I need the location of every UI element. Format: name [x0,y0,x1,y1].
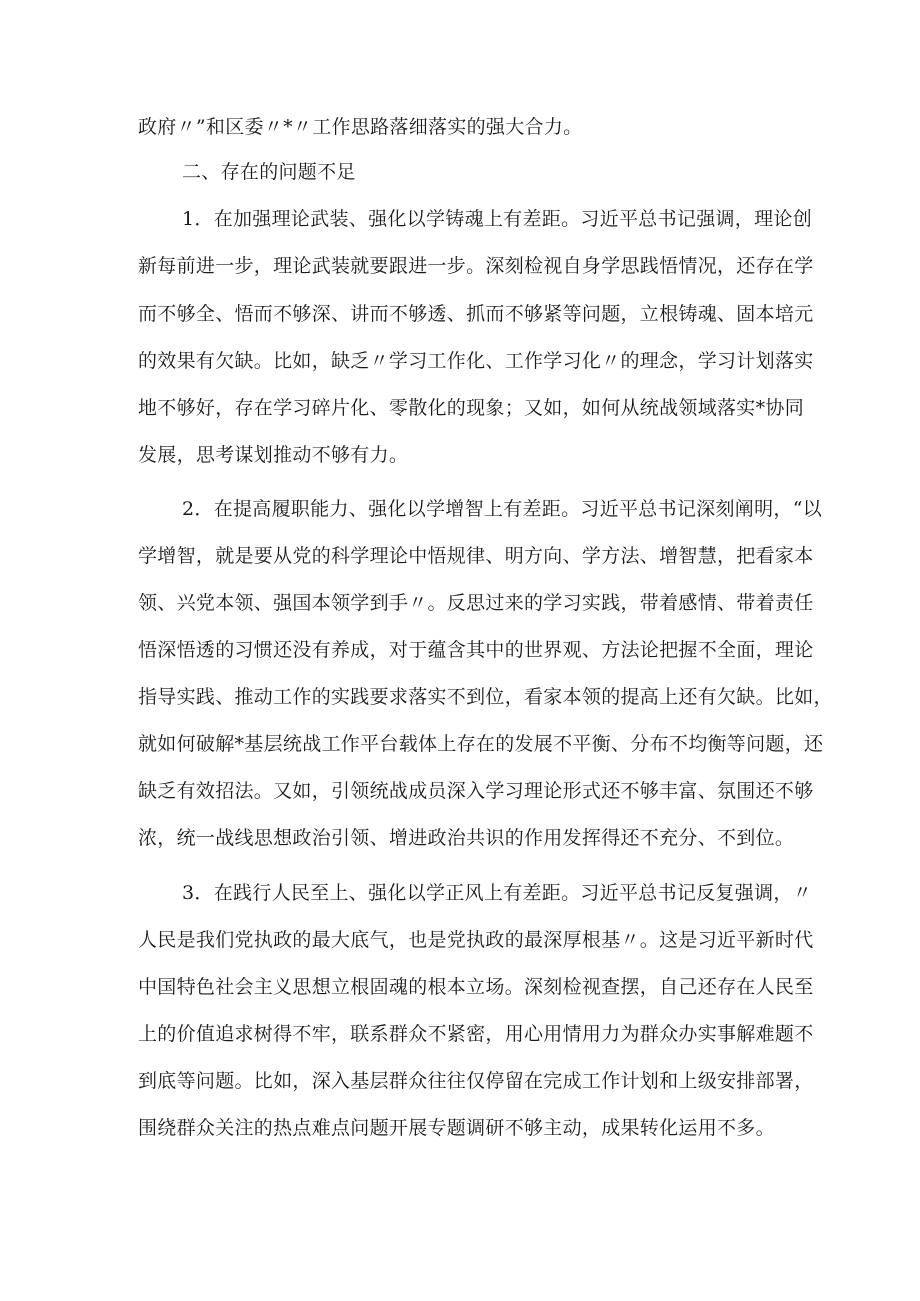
paragraph-line: 领、兴党本领、强国本领学到手〃。反思过来的学习实践，带着感情、带着责任 [138,592,814,614]
paragraph-line: 发展，思考谋划推动不够有力。 [138,444,409,466]
paragraph-line: 1．在加强理论武装、强化以学铸魂上有差距。习近平总书记强调，理论创 [182,208,812,230]
paragraph-line: 新每前进一步，理论武装就要跟进一步。深刻检视自身学思践悟情况，还存在学 [138,255,814,277]
paragraph-line: 上的价值追求树得不牢，联系群众不紧密，用心用情用力为群众办实事解难题不 [138,1023,814,1045]
paragraph-line: 就如何破解*基层统战工作平台载体上存在的发展不平衡、分布不均衡等问题，还 [138,733,824,755]
paragraph-line: 3．在践行人民至上、强化以学正风上有差距。习近平总书记反复强调，〃 [182,882,812,904]
paragraph-line: 指导实践、推动工作的实践要求落实不到位，看家本领的提高上还有欠缺。比如， [138,686,833,708]
paragraph-line: 浓，统一战线思想政治引领、增进政治共识的作用发挥得还不充分、不到位。 [138,827,795,849]
paragraph-line: 的效果有欠缺。比如，缺乏〃学习工作化、工作学习化〃的理念，学习计划落实 [138,350,814,372]
paragraph-line: 缺乏有效招法。又如，引领统战成员深入学习理论形式还不够丰富、氛围还不够 [138,780,814,802]
paragraph-line: 政府〃”和区委〃*〃工作思路落细落实的强大合力。 [138,116,583,138]
paragraph-line: 学增智，就是要从党的科学理论中悟规律、明方向、学方法、增智慧，把看家本 [138,545,814,567]
paragraph-line: 地不够好，存在学习碎片化、零散化的现象；又如，如何从统战领域落实*协同 [138,397,805,419]
paragraph-line: 而不够全、悟而不够深、讲而不够透、抓而不够紧等问题，立根铸魂、固本培元 [138,303,814,325]
paragraph-line: 中国特色社会主义思想立根固魂的根本立场。深刻检视查摆，自己还存在人民至 [138,976,814,998]
paragraph-line: 到底等问题。比如，深入基层群众往往仅停留在完成工作计划和上级安排部署， [138,1070,814,1092]
paragraph-line: 2．在提高履职能力、强化以学增智上有差距。习近平总书记深刻阐明，“以 [182,498,823,520]
paragraph-line: 围绕群众关注的热点难点问题开展专题调研不够主动，成果转化运用不多。 [138,1117,775,1139]
paragraph-line: 人民是我们党执政的最大底气，也是党执政的最深厚根基〃。这是习近平新时代 [138,929,814,951]
section-heading: 二、存在的问题不足 [182,161,356,183]
paragraph-line: 悟深悟透的习惯还没有养成，对于蕴含其中的世界观、方法论把握不全面，理论 [138,639,814,661]
